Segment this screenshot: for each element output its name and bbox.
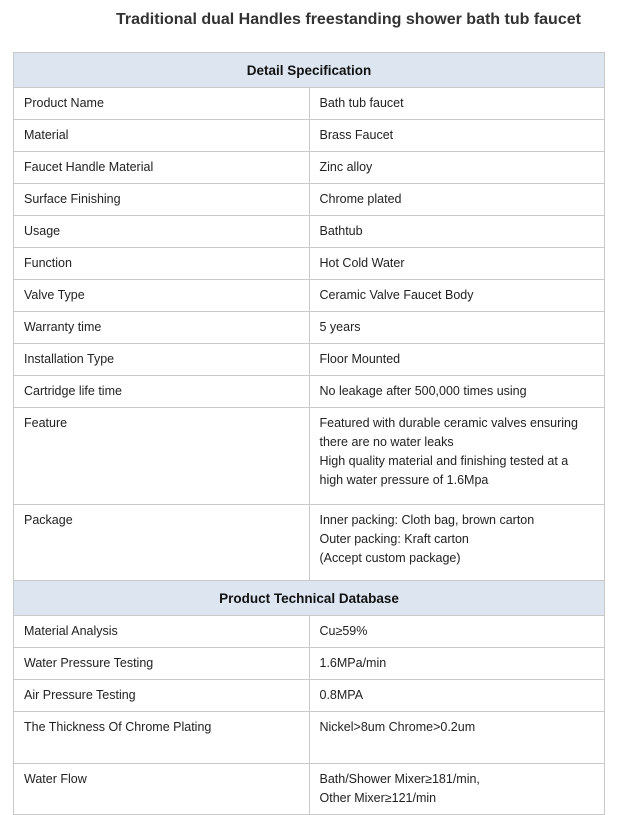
table-row (14, 152, 605, 184)
row-value (309, 616, 605, 648)
row-label: Package (14, 505, 310, 581)
row-value (309, 505, 605, 581)
row-value (309, 344, 605, 376)
value-line: Inner packing: Cloth bag, brown carton (319, 513, 535, 527)
row-value (309, 764, 605, 815)
row-label: Faucet Handle Material (14, 152, 310, 184)
table-row (14, 505, 605, 581)
value-line: Bath tub faucet (319, 96, 404, 110)
row-value (309, 376, 605, 408)
row-value (309, 184, 605, 216)
row-value (309, 408, 605, 505)
row-label: Usage (14, 216, 310, 248)
row-label: Product Name (14, 88, 310, 120)
value-line: Bathtub (319, 224, 363, 238)
value-line: Hot Cold Water (319, 256, 405, 270)
row-label: Water Pressure Testing (14, 648, 310, 680)
row-label: Installation Type (14, 344, 310, 376)
table-row (14, 280, 605, 312)
table-row (14, 248, 605, 280)
row-value (309, 280, 605, 312)
row-label: Water Flow (14, 764, 310, 815)
spec-table-body (14, 53, 605, 815)
value-line: 5 years (319, 320, 361, 334)
table-row (14, 344, 605, 376)
value-line: Featured with durable ceramic valves ensuring there are no water leaks (319, 416, 578, 449)
section-header (14, 53, 605, 88)
value-line: Floor Mounted (319, 352, 401, 366)
value-line: Other Mixer≥121/min (319, 791, 437, 805)
table-row (14, 120, 605, 152)
row-label: The Thickness Of Chrome Plating (14, 712, 310, 764)
value-line: No leakage after 500,000 times using (319, 384, 527, 398)
row-label: Air Pressure Testing (14, 680, 310, 712)
row-value (309, 216, 605, 248)
row-value (309, 312, 605, 344)
value-line: Outer packing: Kraft carton (319, 532, 469, 546)
table-row (14, 88, 605, 120)
table-row (14, 216, 605, 248)
table-row (14, 680, 605, 712)
row-value (309, 88, 605, 120)
value-line: Brass Faucet (319, 128, 394, 142)
value-line: Chrome plated (319, 192, 402, 206)
row-value (309, 152, 605, 184)
row-label: Warranty time (14, 312, 310, 344)
value-line: 0.8MPA (319, 688, 364, 702)
row-value (309, 712, 605, 764)
table-row (14, 184, 605, 216)
table-row (14, 712, 605, 764)
row-value (309, 248, 605, 280)
row-value (309, 680, 605, 712)
value-line: 1.6MPa/min (319, 656, 387, 670)
table-row (14, 616, 605, 648)
section-heading: Detail Specification (14, 53, 605, 88)
row-label: Surface Finishing (14, 184, 310, 216)
row-value (309, 120, 605, 152)
table-row (14, 764, 605, 815)
page-title: Traditional dual Handles freestanding shower bath tub faucet (116, 11, 581, 28)
table-row (14, 408, 605, 505)
section-heading: Product Technical Database (14, 581, 605, 616)
row-label: Feature (14, 408, 310, 505)
value-line: (Accept custom package) (319, 551, 461, 565)
row-label: Material Analysis (14, 616, 310, 648)
row-label: Function (14, 248, 310, 280)
section-header (14, 581, 605, 616)
row-label: Material (14, 120, 310, 152)
row-label: Cartridge life time (14, 376, 310, 408)
value-line: Zinc alloy (319, 160, 373, 174)
value-line: Nickel>8um Chrome>0.2um (319, 720, 476, 734)
value-line: Ceramic Valve Faucet Body (319, 288, 474, 302)
table-row (14, 648, 605, 680)
table-row (14, 376, 605, 408)
value-line: High quality material and finishing tested at a high water pressure of 1.6Mpa (319, 454, 569, 487)
row-label: Valve Type (14, 280, 310, 312)
table-row (14, 312, 605, 344)
value-line: Cu≥59% (319, 624, 368, 638)
spec-table (13, 52, 605, 815)
value-line: Bath/Shower Mixer≥181/min, (319, 772, 480, 786)
row-value (309, 648, 605, 680)
